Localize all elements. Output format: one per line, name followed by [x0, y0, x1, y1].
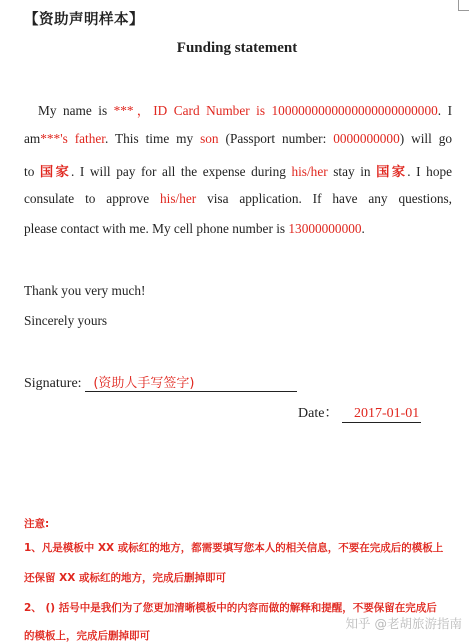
body-line-3: to 国家. I will pay for all the expense during his/her stay in 国家. I hope: [24, 164, 453, 179]
note-2-line-2: 的模板上，完成后删掉即可: [24, 630, 150, 642]
closing-line: Sincerely yours: [24, 313, 108, 328]
body-line-5: please contact with me. My cell phone number is 13000000000.: [24, 221, 365, 236]
page-corner-mark: [458, 0, 469, 11]
watermark: 知乎 @老胡旅游指南: [345, 616, 462, 631]
notes-heading: 注意:: [24, 518, 50, 530]
signature-field: (资助人手写签字): [85, 372, 297, 392]
note-1-line-1: 1、凡是模板中 XX 或标红的地方，都需要填写您本人的相关信息，不要在完成后的模板上: [24, 542, 444, 554]
note-1-line-2: 还保留 XX 或标红的地方，完成后删掉即可: [24, 572, 227, 584]
header-tag: 【资助声明样本】: [24, 12, 144, 28]
thanks-line: Thank you very much!: [24, 283, 146, 298]
body-line-2: am***'s father. This time my son (Passport number: 0000000000) will go: [24, 131, 453, 146]
date-value: 2017-01-01: [342, 406, 421, 423]
document-title: Funding statement: [176, 40, 298, 56]
signature-label: Signature:: [24, 376, 82, 391]
date-label: Date：: [298, 406, 339, 421]
body-line-4: consulate to approve his/her visa application. If have any questions,: [24, 191, 452, 206]
note-2-line-1: 2、 () 括号中是我们为了您更加清晰模板中的内容而做的解释和提醒，不要保留在完成后: [24, 602, 437, 614]
signature-row: [24, 372, 297, 392]
body-line-1: My name is ***，ID Card Number is 1000000000000000000000000. I: [38, 103, 452, 118]
date-row: [298, 402, 421, 423]
